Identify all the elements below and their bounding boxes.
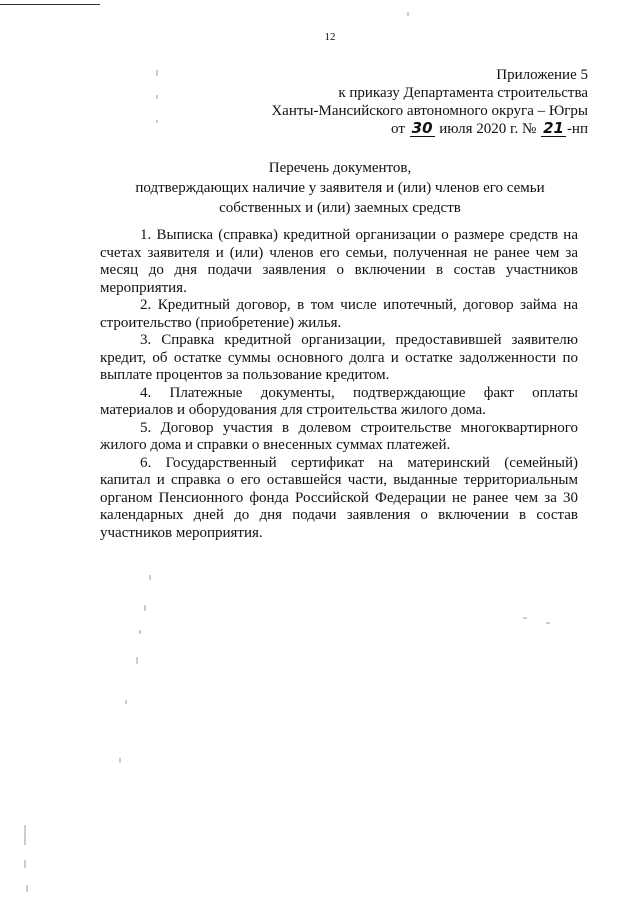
order-suffix: -нп bbox=[566, 121, 588, 137]
approval-header bbox=[228, 66, 588, 138]
list-item: 4. Платежные документы, подтверждающие факт оплаты материалов и оборудования для строительства жилого дома. bbox=[100, 384, 578, 418]
date-prefix: от bbox=[391, 121, 405, 137]
order-reference: к приказу Департамента строительства bbox=[338, 85, 588, 101]
appendix-label: Приложение 5 bbox=[496, 67, 588, 83]
scan-edge-line bbox=[0, 4, 100, 5]
title-line-2: подтверждающих наличие у заявителя и (или) членов его семьи bbox=[135, 180, 545, 196]
document-list bbox=[100, 227, 578, 542]
list-item: 5. Договор участия в долевом строительстве многоквартирного жилого дома и справки о внесенных суммах платежей. bbox=[100, 419, 578, 453]
title-line-3: собственных и (или) заемных средств bbox=[219, 200, 461, 216]
list-item: 3. Справка кредитной организации, предоставившей заявителю кредит, об остатке суммы основного долга и остатке задолженности по выплате процентов за пользование кредитом. bbox=[100, 332, 578, 383]
title-line-1: Перечень документов, bbox=[268, 160, 412, 176]
list-item: 1. Выписка (справка) кредитной организации о размере средств на счетах заявителя и (или) членов его семьи, полученная не ранее чем за месяц до дня подачи заявления о включении в состав участников мероприятия. bbox=[100, 227, 578, 296]
document-title bbox=[100, 158, 580, 218]
list-item: 2. Кредитный договор, в том числе ипотечный, договор займа на строительство (приобретение) жилья. bbox=[100, 297, 578, 331]
order-date-line bbox=[228, 120, 588, 138]
list-item: 6. Государственный сертификат на материнский (семейный) капитал и справка о его оставшейся части, выданные территориальным органом Пенсионного фонда Российской Федерации не ранее чем за 30 календарных дней до дня подачи заявления о включении в состав участников мероприятия. bbox=[100, 454, 578, 541]
page-number: 12 bbox=[324, 31, 336, 43]
handwritten-day: 30 bbox=[411, 119, 433, 137]
handwritten-order-number: 21 bbox=[543, 119, 564, 137]
region-name: Ханты-Мансийского автономного округа – Югры bbox=[271, 103, 588, 119]
date-rest: июля 2020 г. № bbox=[439, 121, 537, 137]
